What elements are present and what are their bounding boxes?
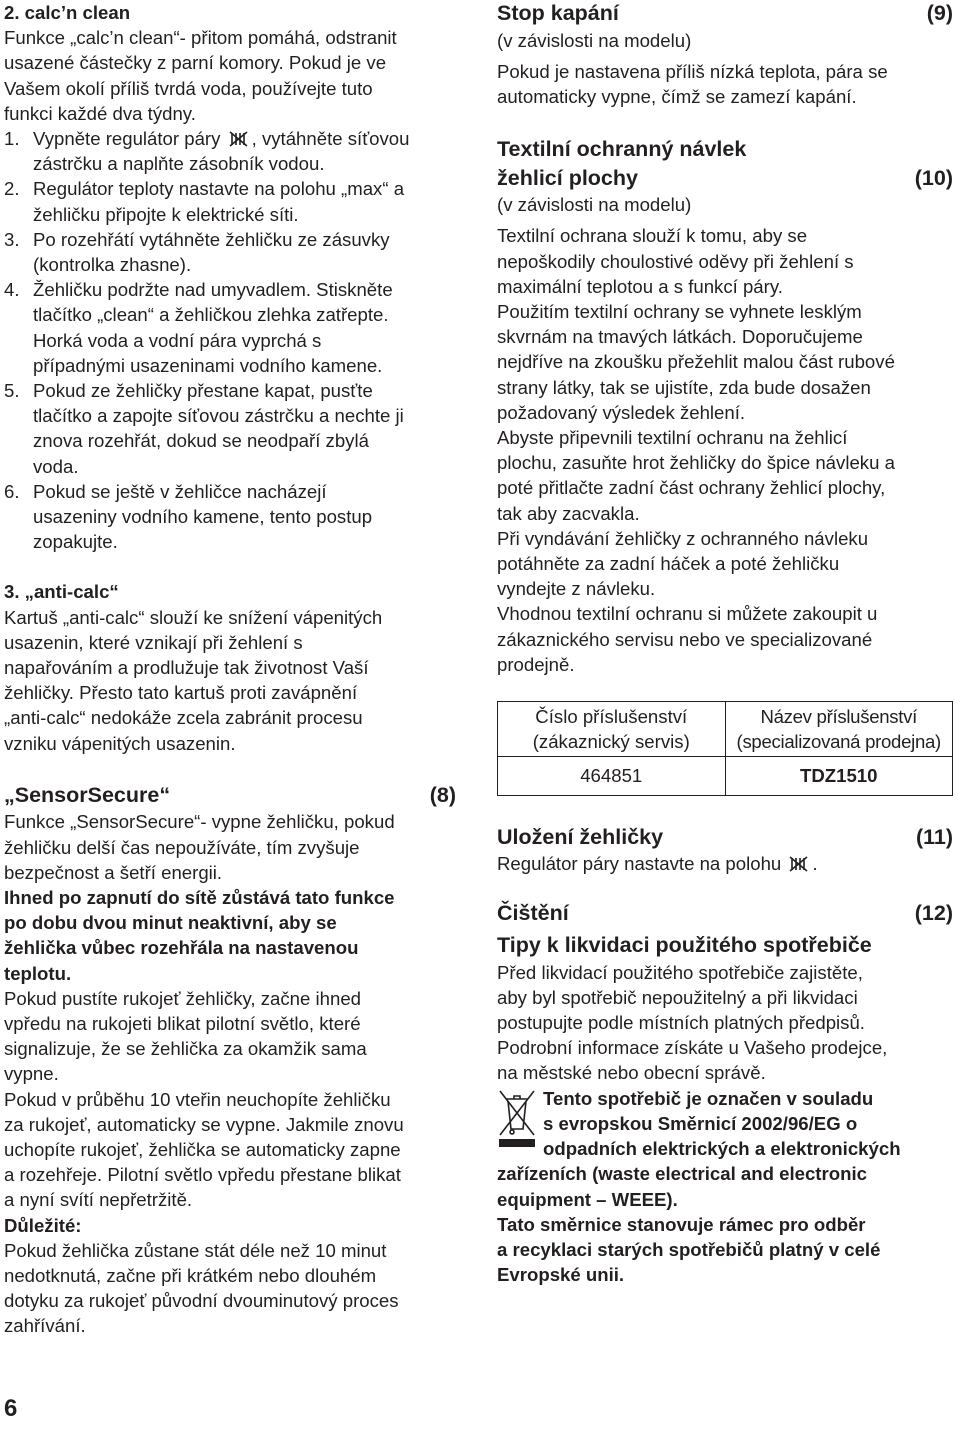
sensor-line: zahřívání.	[4, 1315, 86, 1337]
accessory-name-subheader: (specializovaná prodejna)	[736, 730, 941, 752]
anticalc-section	[4, 579, 456, 755]
steam-off-icon	[228, 128, 250, 144]
stop-dripping-ref: (9)	[926, 1, 953, 25]
sensor-line: a nyní svítí nepřetržitě.	[4, 1189, 193, 1211]
step-text: voda.	[33, 455, 79, 477]
right-column	[497, 0, 953, 1287]
cleaning-section	[497, 900, 953, 928]
anticalc-line: vzniku vápenitých usazenin.	[4, 732, 236, 754]
cover-line: Při vyndávání žehličky z ochranného návleku	[497, 527, 869, 549]
cover-line: nepoškodily choulostivé oděvy při žehlení s	[497, 250, 854, 272]
anticalc-line: usazenin, které vznikají při žehlení s	[4, 631, 303, 653]
calc-clean-section	[4, 0, 456, 554]
sensor-line: Pokud pustíte rukojeť žehličky, začne ihned	[4, 987, 362, 1009]
step-number: 5.	[4, 380, 20, 402]
cover-line: skvrnám na tmavých látkách. Doporučujeme	[497, 326, 863, 348]
calc-clean-step-2	[4, 176, 456, 226]
step-number: 6.	[4, 480, 20, 502]
directive-line: Evropské unii.	[497, 1264, 625, 1286]
step-text: Horká voda a vodní pára vyprchá s	[33, 329, 322, 351]
textile-cover-ref: (10)	[914, 165, 953, 190]
storage-heading: Uložení žehličky	[497, 824, 664, 849]
step-text: případnými usazeninami vodního kamene.	[33, 354, 383, 376]
cover-line: Použitím textilní ochrany se vyhnete lesklým	[497, 300, 862, 322]
cleaning-heading: Čištění	[497, 900, 569, 925]
cover-line: potáhněte za zadní háček a poté žehličku	[497, 552, 840, 574]
textile-cover-heading: žehlicí plochy	[497, 165, 638, 190]
step-text: Pokud se ještě v žehličce nacházejí	[33, 480, 327, 502]
sensor-line: signalizuje, že se žehlička za okamžik sama	[4, 1038, 367, 1060]
left-column	[4, 0, 456, 1339]
disposal-section	[497, 932, 953, 1287]
storage-text	[497, 851, 953, 876]
step-text: usazeniny vodního kamene, tento postup	[33, 506, 373, 528]
sensor-secure-section	[4, 782, 456, 1339]
step-text: tlačítko a zapojte síťovou zástrčku a nechte ji	[33, 405, 404, 427]
cover-line: plochu, zasuňte hrot žehličky do špice návleku a	[497, 452, 895, 474]
important-label: Důležité:	[4, 1214, 82, 1236]
cover-line: tak aby zacvakla.	[497, 502, 640, 524]
sensor-line: žehličku delší čas nepoužíváte, tím zvyšuje	[4, 836, 360, 858]
weee-notice	[497, 1086, 953, 1288]
directive-line: a recyklaci starých spotřebičů platný v celé	[497, 1238, 881, 1260]
sensor-line: nedotknutá, začne při krátkém nebo dlouhém	[4, 1265, 377, 1287]
disposal-line: Podrobní informace získáte u Vašeho prodejce,	[497, 1037, 888, 1059]
disposal-line: Před likvidací použitého spotřebiče zajistěte,	[497, 961, 863, 983]
accessory-name-header: Název příslušenství	[760, 705, 918, 727]
sensor-line: vpředu na rukojeti blikat pilotní světlo, které	[4, 1013, 361, 1035]
accessory-number-cell: 464851	[498, 756, 726, 795]
step-text: zástrčku a naplňte zásobník vodou.	[33, 153, 325, 175]
cleaning-ref: (12)	[914, 900, 953, 925]
step-text: Regulátor teploty nastavte na polohu „max“ a	[33, 178, 405, 200]
sensor-bold-line: po dobu dvou minut neaktivní, aby se	[4, 912, 337, 934]
stop-line: automaticky vypne, čímž se zamezí kapání.	[497, 85, 857, 107]
step-text: tlačítko „clean“ a žehličkou zlehka zatřepte.	[33, 304, 389, 326]
calc-clean-step-3	[4, 227, 456, 277]
table-header-cell	[498, 701, 726, 756]
cover-line: maximální teplotou a s funkcí páry.	[497, 275, 783, 297]
table-header-cell	[725, 701, 953, 756]
textile-cover-heading: Textilní ochranný návlek	[497, 137, 747, 162]
step-text: Pokud ze žehličky přestane kapat, pusťte	[33, 380, 373, 402]
calc-clean-step-1	[4, 126, 456, 176]
step-text: Po rozehřátí vytáhněte žehličku ze zásuvky	[33, 228, 390, 250]
disposal-line: postupujte podle místních platných předpisů.	[497, 1012, 865, 1034]
cover-line: Textilní ochrana slouží k tomu, aby se	[497, 225, 808, 247]
calc-clean-step-5	[4, 378, 456, 479]
calc-clean-step-4	[4, 277, 456, 378]
stop-line: Pokud je nastavena příliš nízká teplota, pára se	[497, 60, 888, 82]
page-number: 6	[4, 1395, 18, 1422]
storage-section	[497, 824, 953, 877]
step-text: Vypněte regulátor páry	[33, 128, 221, 150]
directive-line: Tato směrnice stanovuje rámec pro odběr	[497, 1213, 866, 1235]
anticalc-line: žehličky. Přesto tato kartuš proti zavápnění	[4, 682, 358, 704]
sensor-line: Pokud v průběhu 10 vteřin neuchopíte žehličku	[4, 1088, 391, 1110]
anticalc-line: Kartuš „anti-calc“ slouží ke snížení vápenitých	[4, 606, 383, 628]
cover-line: prodejně.	[497, 653, 575, 675]
steam-off-icon	[788, 853, 810, 869]
storage-ref: (11)	[915, 824, 953, 849]
anticalc-line: napařováním a prodlužuje tak životnost Vaší	[4, 657, 369, 679]
sensor-line: vypne.	[4, 1063, 59, 1085]
accessory-table	[497, 701, 953, 796]
accessory-number-header: Číslo příslušenství	[535, 705, 688, 727]
cover-line: Vhodnou textilní ochranu si můžete zakoupit u	[497, 603, 878, 625]
sensor-line: za rukojeť, automaticky se vypne. Jakmile znovu	[4, 1113, 404, 1135]
weee-line: s evropskou Směrnicí 2002/96/EG o	[543, 1112, 858, 1134]
anticalc-heading: 3. „anti-calc“	[4, 581, 119, 603]
sensor-line: Funkce „SensorSecure“- vypne žehličku, pokud	[4, 811, 395, 833]
cover-line: zákaznického servisu nebo ve specializované	[497, 628, 873, 650]
sensor-line: dotyku za rukojeť původní dvouminutový proces	[4, 1290, 399, 1312]
storage-text-after: .	[812, 853, 818, 875]
weee-line: equipment – WEEE).	[497, 1188, 678, 1210]
weee-line: odpadních elektrických a elektronických	[543, 1138, 901, 1160]
step-text: žehličku připojte k elektrické síti.	[33, 203, 299, 225]
disposal-heading: Tipy k likvidaci použitého spotřebiče	[497, 933, 872, 958]
calc-clean-intro-line: usazené částečky z parní komory. Pokud je ve	[4, 52, 387, 74]
sensor-secure-heading: „SensorSecure“	[4, 782, 171, 807]
calc-clean-intro-line: Vašem okolí příliš tvrdá voda, používejte tuto	[4, 77, 373, 99]
sensor-secure-ref: (8)	[429, 782, 456, 807]
sensor-line: bezpečnost a šetří energii.	[4, 861, 223, 883]
cover-line: požadovaný výsledek žehlení.	[497, 401, 746, 423]
calc-clean-intro-line: funkci každé dva týdny.	[4, 102, 196, 124]
model-note: (v závislosti na modelu)	[497, 29, 692, 51]
sensor-bold-line: žehlička vůbec rozehřála na nastavenou	[4, 937, 359, 959]
anticalc-line: „anti-calc“ nedokáže zcela zabránit procesu	[4, 707, 363, 729]
cover-line: Abyste připevnili textilní ochranu na žehlicí	[497, 426, 848, 448]
step-number: 4.	[4, 279, 20, 301]
calc-clean-heading: 2. calc’n clean	[4, 2, 131, 23]
step-text: (kontrolka zhasne).	[33, 254, 192, 276]
step-text: , vytáhněte síťovou	[251, 128, 410, 150]
cover-line: vyndejte z návleku.	[497, 578, 656, 600]
crossed-bin-icon	[497, 1087, 537, 1149]
sensor-line: a rozehřeje. Pilotní světlo vpředu přestane blikat	[4, 1164, 401, 1186]
accessory-name-cell: TDZ1510	[725, 756, 953, 795]
step-text: znova rozehřát, dokud se neodpaří zbylá	[33, 430, 369, 452]
cover-line: nejdříve na zkoušku přežehlit malou část rubové	[497, 351, 895, 373]
model-note: (v závislosti na modelu)	[497, 194, 692, 216]
sensor-bold-line: Ihned po zapnutí do sítě zůstává tato funkce	[4, 887, 395, 908]
storage-text-before: Regulátor páry nastavte na polohu	[497, 853, 782, 875]
disposal-line: na městské nebo obecní správě.	[497, 1062, 766, 1084]
textile-cover-section	[497, 135, 953, 677]
cover-line: poté přitlačte zadní část ochrany žehlicí plochy,	[497, 477, 886, 499]
accessory-number-subheader: (zákaznický servis)	[532, 730, 690, 752]
sensor-line: Pokud žehlička zůstane stát déle než 10 minut	[4, 1239, 387, 1261]
calc-clean-intro-line: Funkce „calc’n clean“- přitom pomáhá, odstranit	[4, 27, 397, 49]
table-header-row	[498, 701, 953, 756]
stop-dripping-section	[497, 0, 953, 109]
weee-line: Tento spotřebič je označen v souladu	[543, 1087, 874, 1109]
sensor-bold-line: teplotu.	[4, 962, 72, 984]
step-number: 1.	[4, 128, 20, 150]
step-text: Žehličku podržte nad umyvadlem. Stiskněte	[33, 279, 393, 301]
step-number: 3.	[4, 228, 20, 250]
table-row	[498, 756, 953, 795]
step-text: zopakujte.	[33, 531, 118, 553]
cover-line: strany látky, tak se ujistíte, zda bude dosažen	[497, 376, 871, 398]
step-number: 2.	[4, 178, 20, 200]
calc-clean-step-6	[4, 479, 456, 555]
weee-line: zařízeních (waste electrical and electronic	[497, 1163, 867, 1185]
disposal-line: aby byl spotřebič nepoužitelný a při likvidaci	[497, 986, 858, 1008]
sensor-line: uchopíte rukojeť, žehlička se automaticky zapne	[4, 1139, 401, 1161]
stop-dripping-heading: Stop kapání	[497, 1, 619, 25]
